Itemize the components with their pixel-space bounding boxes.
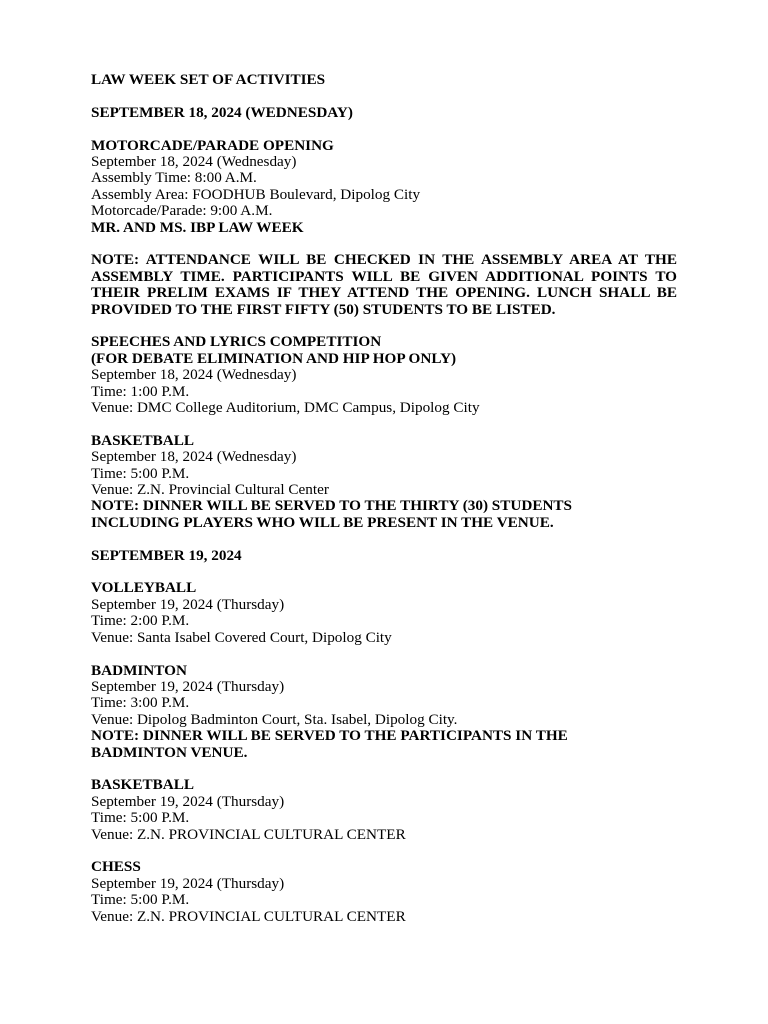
event-date: September 19, 2024 (Thursday) [91,874,285,892]
event-parade-time: Motorcade/Parade: 9:00 A.M. [91,202,273,220]
event-subtitle: (FOR DEBATE ELIMINATION AND HIP HOP ONLY) [91,349,457,367]
event-title: SPEECHES AND LYRICS COMPETITION [91,333,382,351]
event-date: September 19, 2024 (Thursday) [91,792,285,810]
event-assembly-time: Assembly Time: 8:00 A.M. [91,169,257,187]
event-venue: Venue: Santa Isabel Covered Court, Dipolog City [91,628,392,646]
event-time: Time: 1:00 P.M. [91,382,190,400]
spacer [91,416,677,432]
event-title: BADMINTON [91,661,187,679]
spacer [91,564,677,580]
day1-heading: SEPTEMBER 18, 2024 (WEDNESDAY) [91,103,353,121]
event-note: NOTE: DINNER WILL BE SERVED TO THE THIRTY (30) STUDENTS [91,497,572,515]
spacer [91,318,677,334]
event-title: CHESS [91,858,141,876]
spacer [91,121,677,137]
event-title: VOLLEYBALL [91,579,197,597]
event-date: September 18, 2024 (Wednesday) [91,366,297,384]
spacer [91,88,677,104]
day2-heading: SEPTEMBER 19, 2024 [91,546,242,564]
spacer [91,843,677,859]
attendance-note: NOTE: ATTENDANCE WILL BE CHECKED IN THE ASSEMBLY AREA AT THE ASSEMBLY TIME. PARTICIPANTS WILL BE GIVEN ADDITIONAL POINTS TO THEIR PRELIM EXAMS IF THEY ATTEND THE OPENING. LUNCH SHALL BE PROVIDED TO THE FIRST FIFTY (50) STUDENTS TO BE LISTED. [91,251,677,318]
spacer [91,531,677,547]
event-venue: Venue: Z.N. PROVINCIAL CULTURAL CENTER [91,907,406,925]
event-motorcade [91,138,677,236]
event-venue: Venue: Dipolog Badminton Court, Sta. Isabel, Dipolog City. [91,710,458,728]
event-basketball-day2 [91,777,677,843]
event-badminton [91,663,677,761]
event-time: Time: 2:00 P.M. [91,612,190,630]
event-note: BADMINTON VENUE. [91,743,248,761]
event-speeches [91,334,677,416]
event-date: September 18, 2024 (Wednesday) [91,448,297,466]
event-basketball-day1 [91,433,677,531]
event-time: Time: 3:00 P.M. [91,694,190,712]
event-venue: Venue: Z.N. PROVINCIAL CULTURAL CENTER [91,825,406,843]
event-title: BASKETBALL [91,431,194,449]
event-time: Time: 5:00 P.M. [91,809,190,827]
document-page [91,72,677,925]
event-chess [91,859,677,925]
document-title: LAW WEEK SET OF ACTIVITIES [91,71,326,88]
event-date: September 19, 2024 (Thursday) [91,595,285,613]
event-title: MOTORCADE/PARADE OPENING [91,136,334,154]
event-note: INCLUDING PLAYERS WHO WILL BE PRESENT IN THE VENUE. [91,513,554,531]
event-title: BASKETBALL [91,776,194,794]
event-venue: Venue: DMC College Auditorium, DMC Campus, Dipolog City [91,399,480,417]
event-venue: Venue: Z.N. Provincial Cultural Center [91,481,329,499]
event-date: September 18, 2024 (Wednesday) [91,153,297,170]
event-note: NOTE: DINNER WILL BE SERVED TO THE PARTICIPANTS IN THE [91,727,568,745]
spacer [91,236,677,252]
spacer [91,761,677,777]
event-volleyball [91,580,677,646]
event-extra: MR. AND MS. IBP LAW WEEK [91,218,304,236]
event-time: Time: 5:00 P.M. [91,891,190,909]
event-time: Time: 5:00 P.M. [91,464,190,482]
event-date: September 19, 2024 (Thursday) [91,677,285,695]
spacer [91,646,677,662]
event-assembly-area: Assembly Area: FOODHUB Boulevard, Dipolog City [91,185,421,203]
